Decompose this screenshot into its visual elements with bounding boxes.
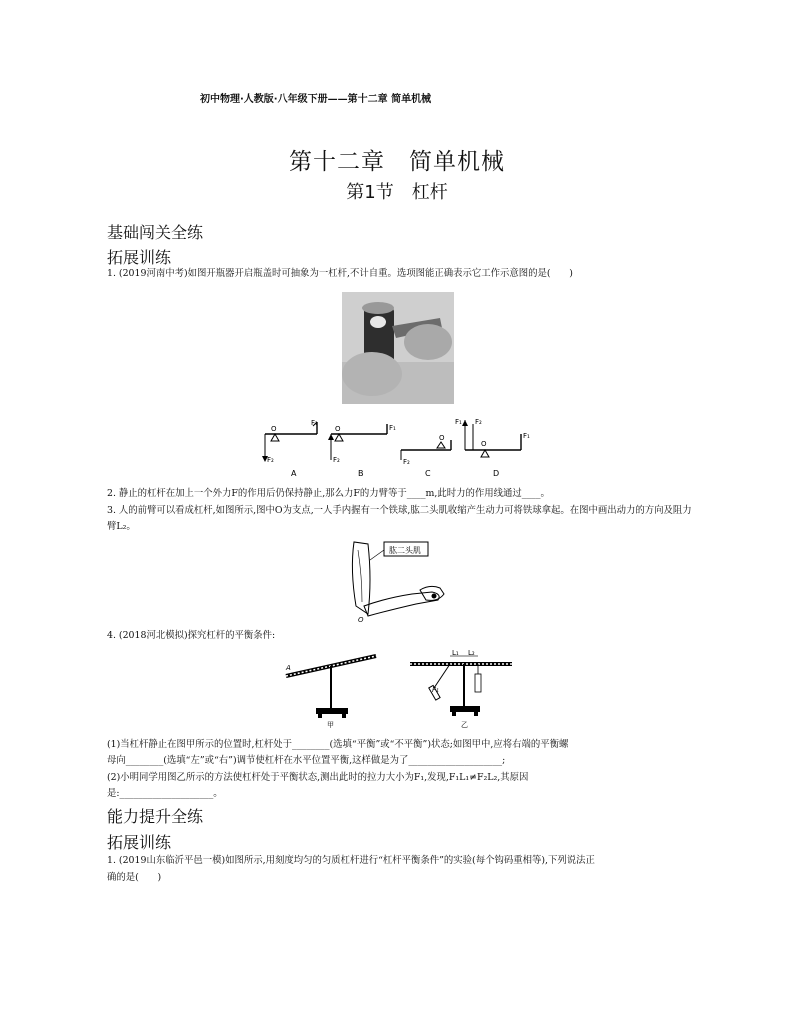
fulcrum-o-label-c: O: [439, 434, 445, 442]
part2-heading: 能力提升全练: [107, 807, 204, 826]
figure-jia-caption: 甲: [327, 721, 334, 729]
f2-label-c: F₂: [403, 458, 410, 466]
chapter-title: 第十二章 简单机械: [289, 149, 505, 175]
part1-heading: 基础闯关全练: [107, 223, 204, 242]
f2-label-a: F₂: [267, 456, 274, 464]
l2-label: L₂: [468, 649, 475, 657]
question-4-part2-line1: (2)小明同学用图乙所示的方法使杠杆处于平衡状态,测出此时的拉力大小为F₁,发现,F₁L₁≠F₂L₂,其原因: [107, 772, 529, 783]
lever-figure-jia: [282, 650, 382, 730]
option-b-label: B: [358, 469, 364, 478]
option-c-label: C: [425, 469, 431, 478]
fulcrum-o-forearm: O: [358, 616, 364, 624]
f1-label-d: F₁: [455, 418, 462, 426]
f1-label-b: F₁: [389, 424, 396, 432]
lever-figure-yi: [406, 648, 516, 730]
question-5-line1: 1. (2019山东临沂平邑一模)如图所示,用刻度均匀的匀质杠杆进行“杠杆平衡条件”的实验(每个钩码重相等),下列说法正: [107, 855, 595, 866]
part1-subheading: 拓展训练: [107, 248, 172, 267]
question-5-line2: 确的是( ): [107, 872, 162, 883]
question-4-part1-line2: 母向________(选填“左”或“右”)调节使杠杆在水平位置平衡,这样做是为了____________________;: [107, 755, 506, 766]
option-d-diagram: [455, 418, 530, 478]
fulcrum-o-label-d: O: [481, 440, 487, 448]
question-4-part2-line2: 是:____________________。: [107, 788, 223, 799]
f1-label-yi: F₁: [432, 686, 439, 694]
forearm-figure: [346, 540, 456, 624]
fulcrum-o-label-b: O: [335, 425, 341, 433]
part2-subheading: 拓展训练: [107, 833, 172, 852]
question-1: 1. (2019河南中考)如图开瓶器开启瓶盖时可抽象为一杠杆,不计自重。选项图能正确表示它工作示意图的是( ): [107, 268, 573, 279]
page-header: 初中物理·人教版·八年级下册——第十二章 简单机械: [200, 94, 432, 105]
f2-label-b: F₂: [333, 456, 340, 464]
option-a-label: A: [291, 469, 297, 478]
option-a-diagram: [262, 419, 318, 478]
bottle-opener-photo: [342, 292, 454, 404]
f1-label-a: F₁: [311, 419, 318, 427]
question-4: 4. (2018河北模拟)探究杠杆的平衡条件:: [107, 630, 276, 641]
option-d-label: D: [493, 469, 500, 478]
option-b-diagram: [328, 424, 396, 478]
question-2: 2. 静止的杠杆在加上一个外力F的作用后仍保持静止,那么力F的力臂等于____m,此时力的作用线通过____。: [107, 488, 550, 499]
f1-label-d-right: F₁: [523, 432, 530, 440]
l1-label: L₁: [452, 649, 459, 657]
option-c-diagram: [401, 434, 451, 478]
f2-label-d: F₂: [475, 418, 482, 426]
biceps-label: 肱二头肌: [389, 546, 421, 555]
figure-yi-caption: 乙: [461, 721, 468, 729]
question-3: 3. 人的前臂可以看成杠杆,如图所示,图中O为支点,一人手内握有一个铁球,肱二头肌收缩产生动力可将铁球拿起。在图中画出动力的方向及阻力臂L₂。: [107, 505, 692, 532]
fulcrum-o-label-a: O: [271, 425, 277, 433]
lever-options-figure: [255, 414, 545, 480]
section-title: 第1节 杠杆: [346, 182, 448, 203]
question-4-part1-line1: (1)当杠杆静止在图甲所示的位置时,杠杆处于________(选填“平衡”或“不平衡”)状态;如图甲中,应将右端的平衡螺: [107, 739, 569, 750]
point-a-label: A: [286, 664, 291, 672]
